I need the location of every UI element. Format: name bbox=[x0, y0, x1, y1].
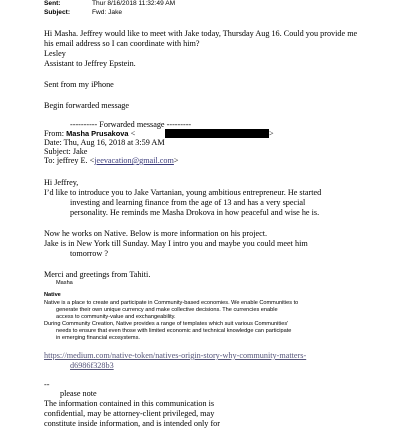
from-close-bracket: > bbox=[269, 129, 274, 138]
subject-label: Subject: bbox=[44, 9, 71, 16]
native-line-6: in emerging financial ecosystems. bbox=[56, 335, 140, 341]
sent-value: Thur 8/16/2018 11:32:49 AM bbox=[92, 0, 176, 7]
intro-line-1: Hi Masha. Jeffrey would like to meet with Jake today, Thursday Aug 16. Could you provide me bbox=[44, 29, 358, 38]
medium-link-line-2[interactable]: d6986f328b3 bbox=[70, 361, 114, 370]
footer-line-2: confidential, may be attorney-client privileged, may bbox=[44, 409, 215, 418]
subject-line: Subject: Jake bbox=[44, 147, 88, 156]
native-line-1: Native is a place to create and participate in Community-based economies. We enable Communities to bbox=[44, 300, 299, 306]
intro-line-4: Assistant to Jeffrey Epstein. bbox=[44, 59, 136, 68]
begin-forwarded-line: Begin forwarded message bbox=[44, 101, 130, 110]
sent-label: Sent: bbox=[44, 0, 61, 7]
greeting: Hi Jeffrey, bbox=[44, 178, 79, 187]
native-title: Native bbox=[44, 292, 61, 298]
paragraph-2-line-3: tomorrow ? bbox=[70, 249, 108, 258]
intro-line-3: Lesley bbox=[44, 49, 66, 58]
to-email-link[interactable]: jeevacation@gmail.com bbox=[94, 156, 174, 165]
native-line-4: During Community Creation, Native provides a range of templates which suit various Communities' bbox=[44, 321, 289, 327]
paragraph-2-line-2: Jake is in New York till Sunday. May I intro you and maybe you could meet him bbox=[44, 239, 308, 248]
date-line: Date: Thu, Aug 16, 2018 at 3:59 AM bbox=[44, 138, 165, 147]
footer-dashes: -- bbox=[44, 380, 50, 389]
paragraph-2-line-1: Now he works on Native. Below is more information on his project. bbox=[44, 229, 268, 238]
forward-divider: ---------- Forwarded message --------- bbox=[70, 120, 192, 129]
medium-link-line-1[interactable]: https://medium.com/native-token/natives-origin-story-why-community-matters- bbox=[44, 351, 307, 360]
from-label: From: bbox=[44, 129, 65, 138]
subject-value: Fwd: Jake bbox=[92, 9, 123, 16]
to-prefix: To: jeffrey E. < bbox=[44, 156, 95, 165]
native-line-3: access to community-value and exchangeability. bbox=[56, 314, 176, 320]
native-line-5: needs to ensure that even those with limited economic and technical knowledge can participate bbox=[56, 328, 292, 334]
native-line-2: generate their own unique currency and make collective decisions. The currencies enable bbox=[56, 307, 278, 313]
redaction-bar bbox=[165, 129, 269, 138]
from-open-bracket: < bbox=[130, 129, 136, 138]
paragraph-1-line-1: I’d like to introduce you to Jake Vartanian, young ambitious entrepreneur. He started bbox=[44, 188, 322, 197]
footer-line-1: The information contained in this communication is bbox=[44, 399, 215, 408]
signature: Masha bbox=[56, 280, 73, 286]
paragraph-1-line-3: personality. He reminds me Masha Drokova in how peaceful and wise he is. bbox=[70, 208, 320, 217]
to-suffix: > bbox=[173, 156, 179, 165]
intro-line-2: his email address so I can coordinate with him? bbox=[44, 39, 200, 48]
paragraph-1-line-2: investing and learning finance from the age of 13 and has a very special bbox=[70, 198, 306, 207]
sent-from-line: Sent from my iPhone bbox=[44, 80, 114, 89]
footer-line-3: constitute inside information, and is intended only for bbox=[44, 419, 220, 428]
footer-note-title: please note bbox=[60, 389, 97, 398]
from-name: Masha Prusakova bbox=[66, 129, 129, 138]
closing-line: Merci and greetings from Tahiti. bbox=[44, 270, 151, 279]
to-line bbox=[44, 156, 179, 166]
